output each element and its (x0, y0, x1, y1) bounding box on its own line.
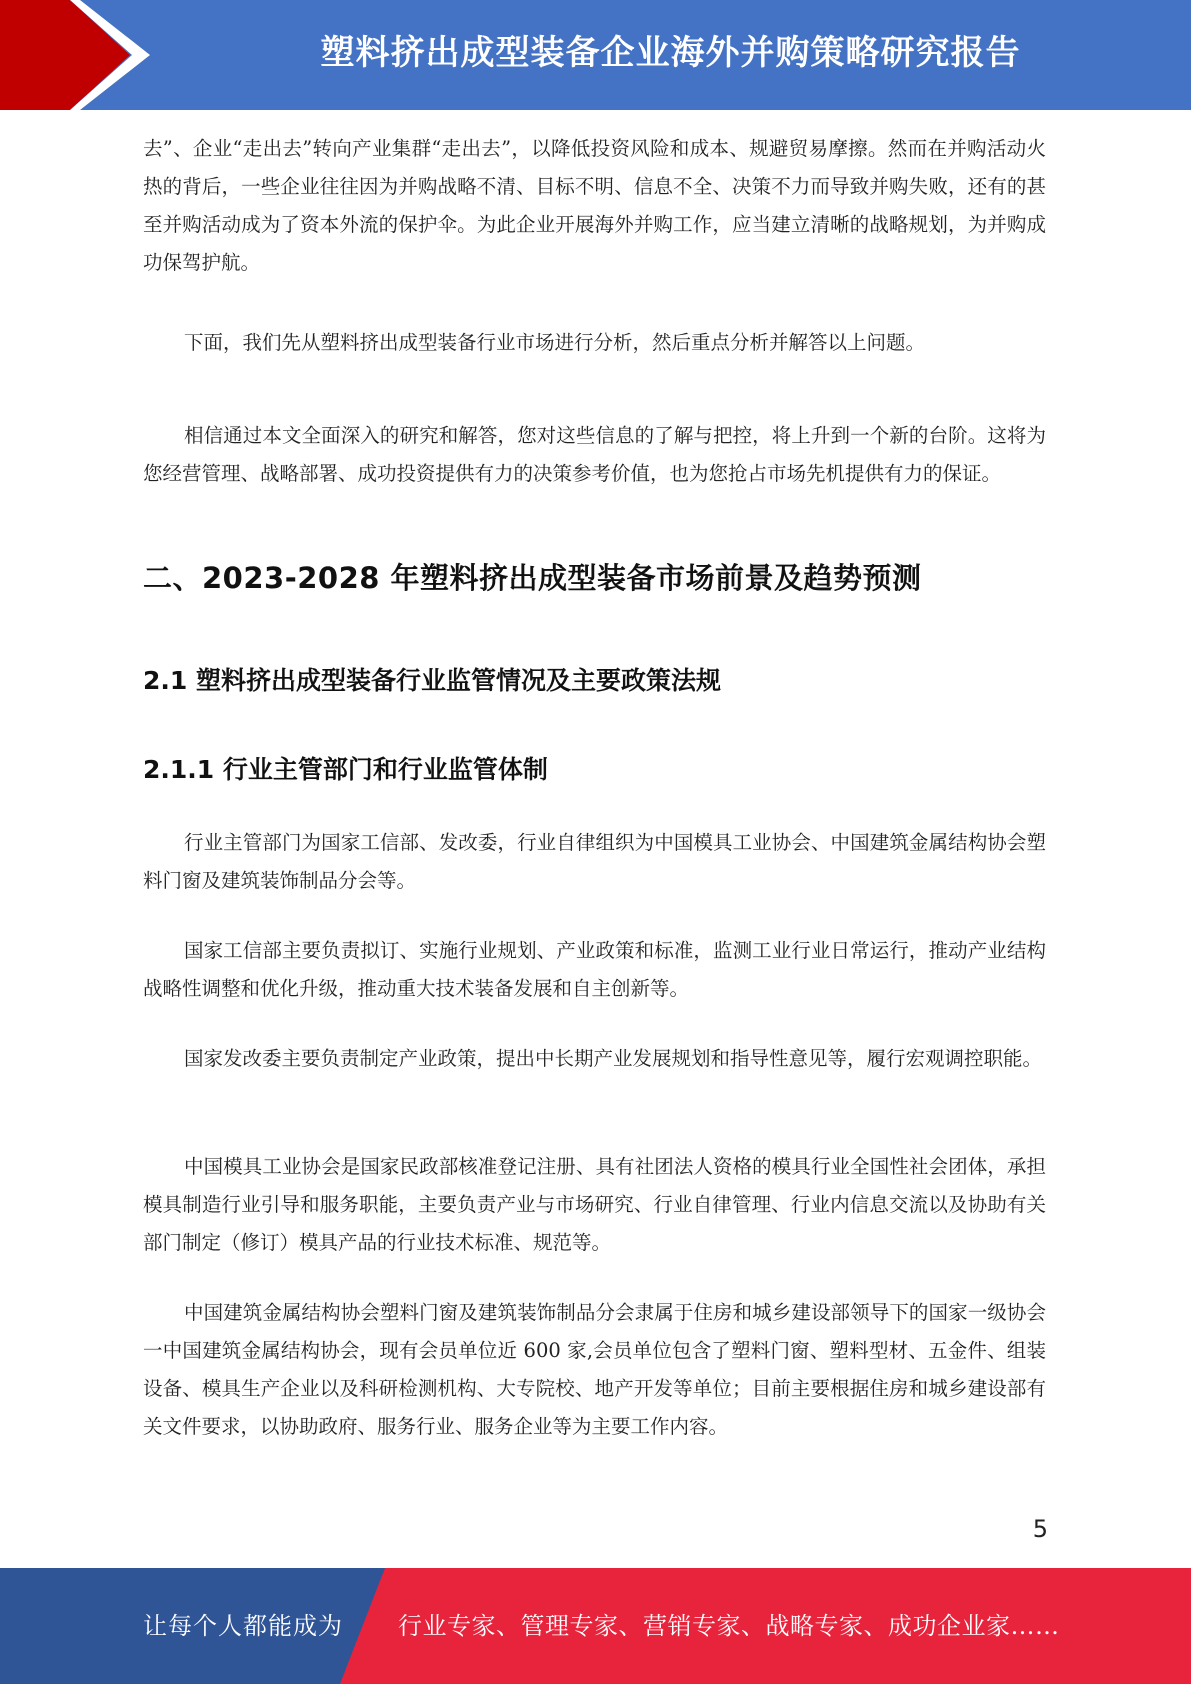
intro-paragraph-1: 去”、企业“走出去”转向产业集群“走出去”，以降低投资风险和成本、规避贸易摩擦。然而在并购活动火热的背后，一些企业往往因为并购战略不清、目标不明、信息不全、决策不力而导致并购失败，还有的甚至并购活动成为了资本外流的保护伞。为此企业开展海外并购工作，应当建立清晰的战略规划，为并购成功保驾护航。 (143, 137, 1046, 274)
page-number: 5 (1032, 1515, 1048, 1543)
footer-banner (0, 1568, 1191, 1684)
section-heading: 二、2023-2028 年塑料挤出成型装备市场前景及趋势预测 (143, 561, 922, 595)
subsubsection-heading: 2.1.1 行业主管部门和行业监管体制 (143, 755, 548, 784)
header-banner (0, 0, 1191, 110)
intro-paragraph-2: 下面，我们先从塑料挤出成型装备行业市场进行分析，然后重点分析并解答以上问题。 (184, 331, 926, 354)
body-paragraph-5: 中国建筑金属结构协会塑料门窗及建筑装饰制品分会隶属于住房和城乡建设部领导下的国家一级协会一中国建筑金属结构协会，现有会员单位近 600 家,会员单位包含了塑料门窗、塑料型材、五金件、组装设备、模具生产企业以及科研检测机构、大专院校、地产开发等单位；目前主要根据住房和城乡建设部有关文件要求，以协助政府、服务行业、服务企业等为主要工作内容。 (143, 1301, 1046, 1438)
footer-slogan-left: 让每个人都能成为 (143, 1612, 343, 1640)
body-paragraph-4: 中国模具工业协会是国家民政部核准登记注册、具有社团法人资格的模具行业全国性社会团体，承担模具制造行业引导和服务职能，主要负责产业与市场研究、行业自律管理、行业内信息交流以及协助有关部门制定（修订）模具产品的行业技术标准、规范等。 (143, 1155, 1046, 1254)
intro-paragraph-3: 相信通过本文全面深入的研究和解答，您对这些信息的了解与把控，将上升到一个新的台阶。这将为您经营管理、战略部署、成功投资提供有力的决策参考价值，也为您抢占市场先机提供有力的保证。 (143, 424, 1046, 485)
report-title: 塑料挤出成型装备企业海外并购策略研究报告 (320, 33, 1021, 73)
body-paragraph-2: 国家工信部主要负责拟订、实施行业规划、产业政策和标准，监测工业行业日常运行，推动产业结构战略性调整和优化升级，推动重大技术装备发展和自主创新等。 (143, 939, 1046, 1000)
header-red-block (0, 0, 70, 110)
footer-slogan-right: 行业专家、管理专家、营销专家、战略专家、成功企业家…… (398, 1612, 1060, 1640)
body-paragraph-1: 行业主管部门为国家工信部、发改委，行业自律组织为中国模具工业协会、中国建筑金属结构协会塑料门窗及建筑装饰制品分会等。 (143, 831, 1046, 892)
subsection-heading: 2.1 塑料挤出成型装备行业监管情况及主要政策法规 (143, 666, 721, 695)
body-paragraph-3: 国家发改委主要负责制定产业政策，提出中长期产业发展规划和指导性意见等，履行宏观调控职能。 (184, 1047, 1043, 1070)
